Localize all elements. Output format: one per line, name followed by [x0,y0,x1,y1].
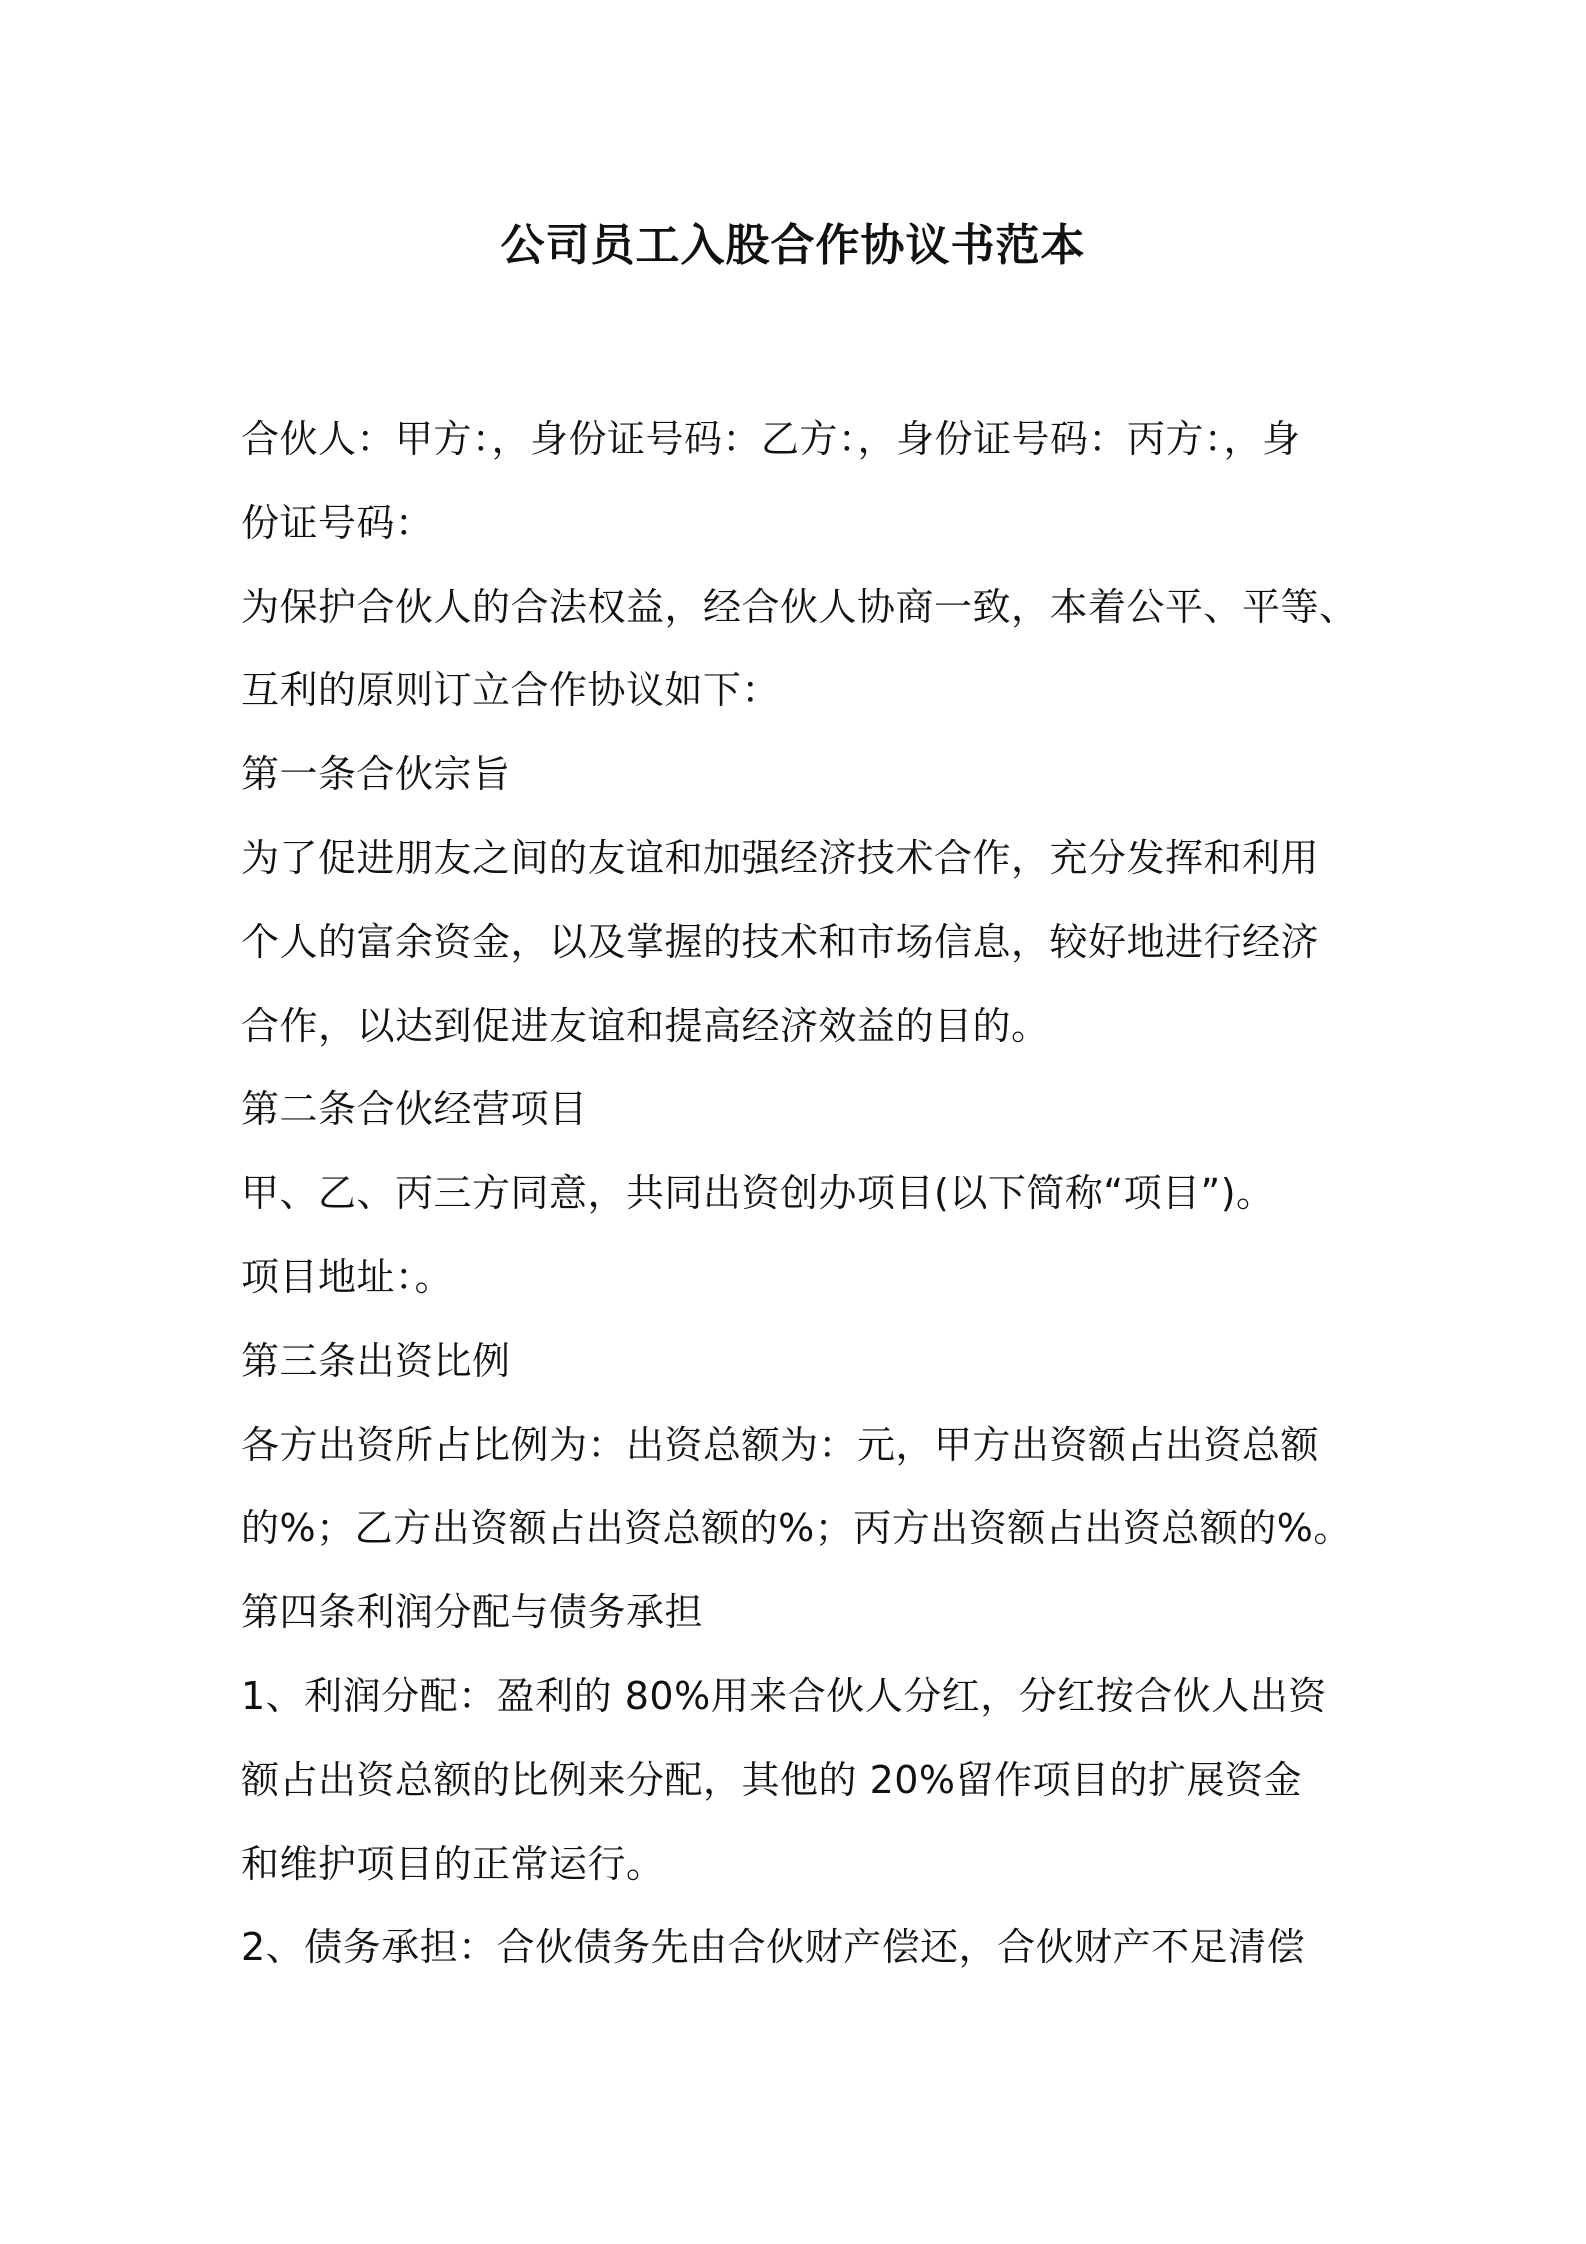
section-heading: 第三条出资比例 [241,1338,511,1383]
text-line: 项目地址：。 [241,1254,454,1299]
text-line: 2、债务承担：合伙债务先由合伙财产偿还，合伙财产不足清偿 [241,1925,1306,1970]
text-line: 互利的原则订立合作协议如下： [241,668,781,713]
text-line: 的%；乙方出资额占出资总额的%；丙方出资额占出资总额的%。 [241,1506,1352,1551]
text-line: 合伙人：甲方：，身份证号码：乙方：，身份证号码：丙方：，身 [241,417,1301,461]
text-line: 甲、乙、丙三方同意，共同出资创办项目(以下简称“项目”)。 [241,1171,1275,1216]
section-heading: 第四条利润分配与债务承担 [241,1590,704,1635]
text-line: 和维护项目的正常运行。 [241,1841,665,1886]
document-body [241,398,1358,1990]
text-line: 个人的富余资金，以及掌握的技术和市场信息，较好地进行经济 [241,919,1320,964]
section-heading: 第二条合伙经营项目 [241,1087,588,1132]
section-heading: 第一条合伙宗旨 [241,752,511,797]
document-title: 公司员工入股合作协议书范本 [500,220,1086,271]
text-line: 1、利润分配：盈利的 80%用来合伙人分红，分红按合伙人出资 [241,1673,1327,1718]
text-line: 合作，以达到促进友谊和提高经济效益的目的。 [241,1003,1050,1048]
text-line: 各方出资所占比例为：出资总额为：元，甲方出资额占出资总额 [241,1422,1320,1467]
text-line: 份证号码： [241,500,434,545]
text-line: 额占出资总额的比例来分配，其他的 20%留作项目的扩展资金 [241,1757,1303,1802]
text-line: 为了促进朋友之间的友谊和加强经济技术合作，充分发挥和利用 [241,835,1320,880]
text-line: 为保护合伙人的合法权益，经合伙人协商一致，本着公平、平等、 [241,584,1358,629]
